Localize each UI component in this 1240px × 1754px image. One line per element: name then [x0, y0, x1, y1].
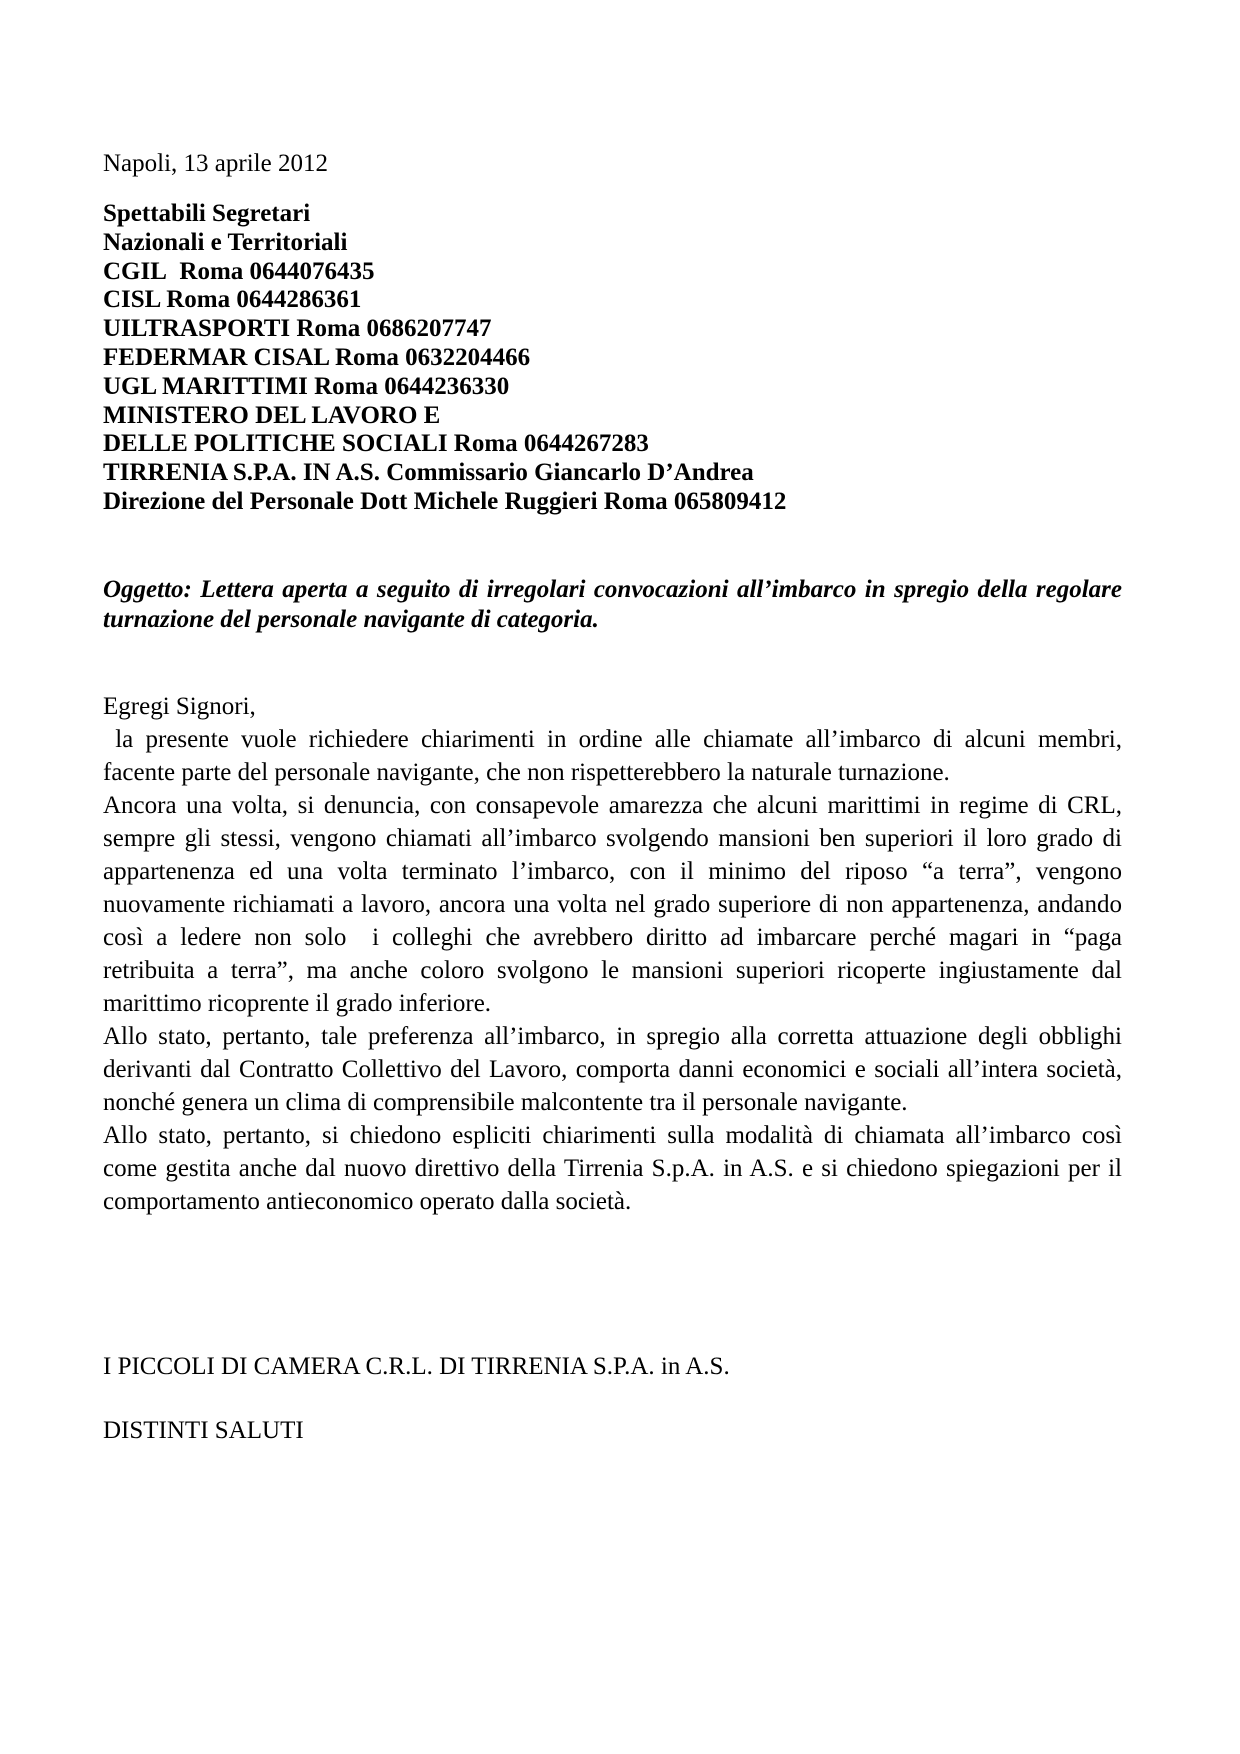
body-line: la presente vuole richiedere chiarimenti in ordine alle chiamate all’imbarco di alcuni membri, [103, 726, 1122, 753]
recipient-block [103, 200, 1122, 517]
recipient-line: MINISTERO DEL LAVORO E [103, 401, 441, 429]
body-line: derivanti dal Contratto Collettivo del Lavoro, comporta danni economici e sociali all’intera società, [103, 1056, 1122, 1083]
letter-body [103, 690, 1122, 1218]
signature-line: I PICCOLI DI CAMERA C.R.L. DI TIRRENIA S.P.A. in A.S. [103, 1353, 730, 1380]
recipient-line: DELLE POLITICHE SOCIALI Roma 0644267283 [103, 430, 649, 458]
body-line: come gestita anche dal nuovo direttivo della Tirrenia S.p.A. in A.S. e si chiedono spiegazioni per il [103, 1155, 1122, 1182]
subject-line: turnazione del personale navigante di categoria. [103, 606, 599, 633]
recipient-line: TIRRENIA S.P.A. IN A.S. Commissario Giancarlo D’Andrea [103, 459, 754, 487]
body-line: marittimo ricoprente il grado inferiore. [103, 990, 492, 1017]
recipient-line: Nazionali e Territoriali [103, 228, 348, 256]
subject-block [103, 575, 1122, 635]
recipient-line: UILTRASPORTI Roma 0686207747 [103, 315, 492, 343]
recipient-line: FEDERMAR CISAL Roma 0632204466 [103, 343, 531, 371]
body-line: Egregi Signori, [103, 693, 256, 720]
body-line: appartenenza ed una volta terminato l’imbarco, con il minimo del riposo “a terra”, vengono [103, 858, 1122, 885]
body-line: sempre gli stessi, vengono chiamati all’imbarco svolgendo mansioni ben superiori il loro grado di [103, 825, 1122, 852]
recipient-line: UGL MARITTIMI Roma 0644236330 [103, 372, 510, 400]
closing-line: DISTINTI SALUTI [103, 1417, 304, 1444]
body-line: comportamento antieconomico operato dalla società. [103, 1188, 632, 1215]
recipient-line: Direzione del Personale Dott Michele Ruggieri Roma 065809412 [103, 487, 787, 515]
recipient-line: Spettabili Segretari [103, 200, 311, 227]
recipient-line: CISL Roma 0644286361 [103, 286, 362, 314]
subject-line: Oggetto: Lettera aperta a seguito di irregolari convocazioni all’imbarco in spregio della regolare [103, 576, 1122, 603]
body-line: facente parte del personale navigante, che non rispetterebbero la naturale turnazione. [103, 759, 950, 786]
body-line: Allo stato, pertanto, tale preferenza all’imbarco, in spregio alla corretta attuazione degli obblighi [103, 1023, 1122, 1050]
letter-date: Napoli, 13 aprile 2012 [103, 150, 328, 177]
body-line: Ancora una volta, si denuncia, con consapevole amarezza che alcuni marittimi in regime di CRL, [103, 792, 1122, 819]
body-line: nonché genera un clima di comprensibile malcontente tra il personale navigante. [103, 1089, 908, 1116]
body-line: nuovamente richiamati a lavoro, ancora una volta nel grado superiore di non appartenenza, andando [103, 891, 1122, 918]
recipient-line: CGIL Roma 0644076435 [103, 257, 375, 285]
body-line: Allo stato, pertanto, si chiedono espliciti chiarimenti sulla modalità di chiamata all’imbarco così [103, 1122, 1122, 1149]
body-line: così a ledere non solo i colleghi che avrebbero diritto ad imbarcare perché magari in “paga [103, 924, 1122, 951]
body-line: retribuita a terra”, ma anche coloro svolgono le mansioni superiori ricoperte ingiustamente dal [103, 957, 1122, 984]
